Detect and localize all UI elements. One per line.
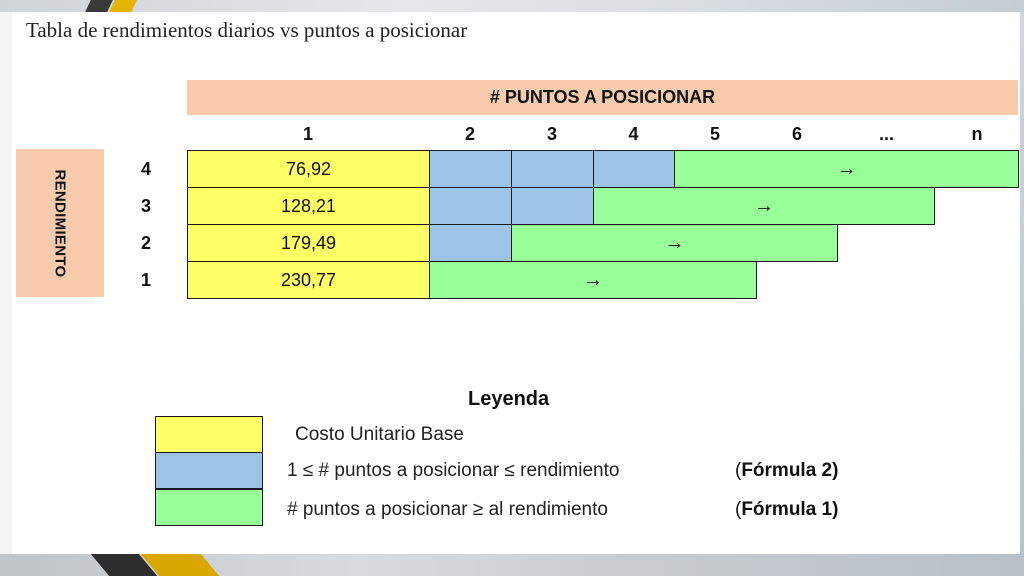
base-cost-cell: 128,21 (187, 187, 430, 225)
row-axis-label: RENDIMIENTO (51, 168, 69, 278)
base-cost-cell: 76,92 (187, 150, 430, 188)
base-cost-cell: 230,77 (187, 261, 430, 299)
column-label: 6 (791, 124, 802, 144)
column-label: 5 (709, 124, 720, 144)
legend-text: 1 ≤ # puntos a posicionar ≤ rendimiento (287, 460, 620, 481)
formula1-cell (674, 150, 1019, 188)
legend-swatch-formula1 (155, 489, 263, 526)
column-label: 4 (628, 124, 639, 144)
slide-bottom-border (0, 554, 1024, 576)
column-label: 3 (546, 124, 557, 144)
legend-swatch-formula2 (155, 452, 263, 489)
formula1-cell (429, 261, 757, 299)
legend-formula-label: (Fórmula 2) (735, 460, 839, 481)
column-label: 2 (464, 124, 475, 144)
formula2-cell (429, 150, 512, 188)
table-header-band (187, 80, 1018, 115)
table-header-label: # PUNTOS A POSICIONAR (489, 87, 716, 107)
formula1-cell (593, 187, 935, 225)
legend-swatch-base (155, 416, 263, 453)
arrow-right-icon: → (836, 157, 857, 180)
formula2-cell (511, 150, 594, 188)
row-label: 4 (140, 159, 151, 179)
column-label: ... (878, 124, 894, 144)
legend-title: Leyenda (468, 388, 550, 410)
arrow-right-icon: → (754, 194, 774, 217)
row-axis-label-box (16, 149, 104, 297)
arrow-right-icon: → (583, 268, 603, 291)
arrow-right-icon: → (664, 231, 685, 254)
row-label: 1 (140, 270, 151, 290)
slide-top-border (0, 0, 1024, 12)
row-label: 2 (140, 233, 151, 253)
legend-text: Costo Unitario Base (295, 424, 464, 445)
slide-right-border (1020, 12, 1024, 554)
legend-formula-label: (Fórmula 1) (735, 499, 839, 520)
formula2-cell (593, 150, 675, 188)
base-cost-cell: 179,49 (187, 224, 430, 262)
row-label: 3 (140, 196, 151, 216)
formula2-cell (429, 187, 512, 225)
formula2-cell (511, 187, 594, 225)
page-title: Tabla de rendimientos diarios vs puntos a posicionar (26, 18, 468, 42)
legend-text: # puntos a posicionar ≥ al rendimiento (287, 499, 608, 520)
slide-left-border (0, 12, 12, 554)
column-label: 1 (302, 124, 313, 144)
formula2-cell (429, 224, 512, 262)
decorative-stripe-yellow (109, 0, 137, 12)
column-label: n (971, 124, 983, 144)
formula1-cell (511, 224, 838, 262)
